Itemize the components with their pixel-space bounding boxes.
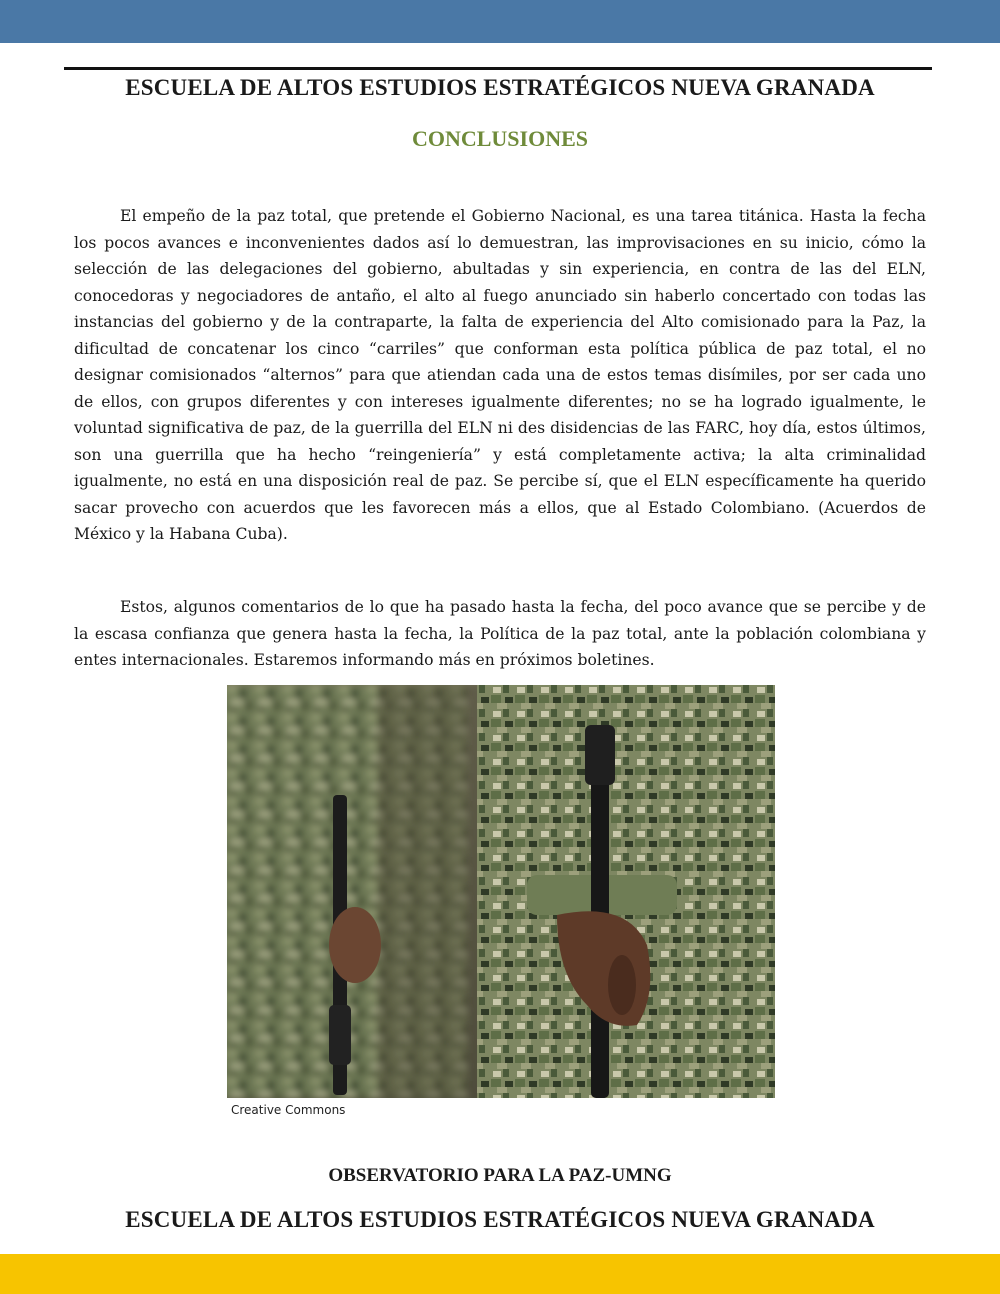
soldiers-photo <box>227 685 775 1098</box>
top-color-band <box>0 0 1000 43</box>
footer-observatory: OBSERVATORIO PARA LA PAZ-UMNG <box>328 1165 672 1186</box>
conclusion-paragraph-2: Estos, algunos comentarios de lo que ha pasado hasta la fecha, del poco avance que se percibe y de la escasa confianza que genera hasta la fecha, la Política de la paz total, ante la población colombiana y entes internacionales. Estaremos informando más en próximos boletines. <box>74 598 926 669</box>
bottom-color-band <box>0 1254 1000 1294</box>
conclusion-paragraph-1: El empeño de la paz total, que pretende el Gobierno Nacional, es una tarea titánica. Hasta la fecha los pocos avances e inconvenientes dados así lo demuestran, las improvisaciones en su inicio, cómo la selección de las delegaciones del gobierno, abultadas y sin experiencia, en contra de las del ELN, conocedoras y negociadores de antaño, el alto al fuego anunciado sin haberlo concertado con todas las instancias del gobierno y de la contraparte, la falta de experiencia del Alto comisionado para la Paz, la dificultad de concatenar los cinco “carriles” que conforman esta política pública de paz total, el no designar comisionados “alternos” para que atiendan cada una de estos temas disímiles, por ser cada uno de ellos, con grupos diferentes y con intereses igualmente diferentes; no se ha logrado igualmente, le voluntad significativa de paz, de la guerrilla del ELN ni des disidencias de las FARC, hoy día, estos últimos, son una guerrilla que ha hecho “reingeniería” y está completamente activa; la alta criminalidad igualmente, no está en una disposición real de paz. Se percibe sí, que el ELN específicamente ha querido sacar provecho con acuerdos que les favorecen más a ellos, que al Estado Colombiano. (Acuerdos de México y la Habana Cuba). <box>74 207 926 543</box>
section-title: CONCLUSIONES <box>411 126 589 151</box>
header-title: ESCUELA DE ALTOS ESTUDIOS ESTRATÉGICOS NUEVA GRANADA <box>125 75 875 100</box>
photo-caption: Creative Commons <box>231 1103 346 1117</box>
header-rule <box>64 67 932 70</box>
footer-title: ESCUELA DE ALTOS ESTUDIOS ESTRATÉGICOS NUEVA GRANADA <box>125 1207 875 1232</box>
